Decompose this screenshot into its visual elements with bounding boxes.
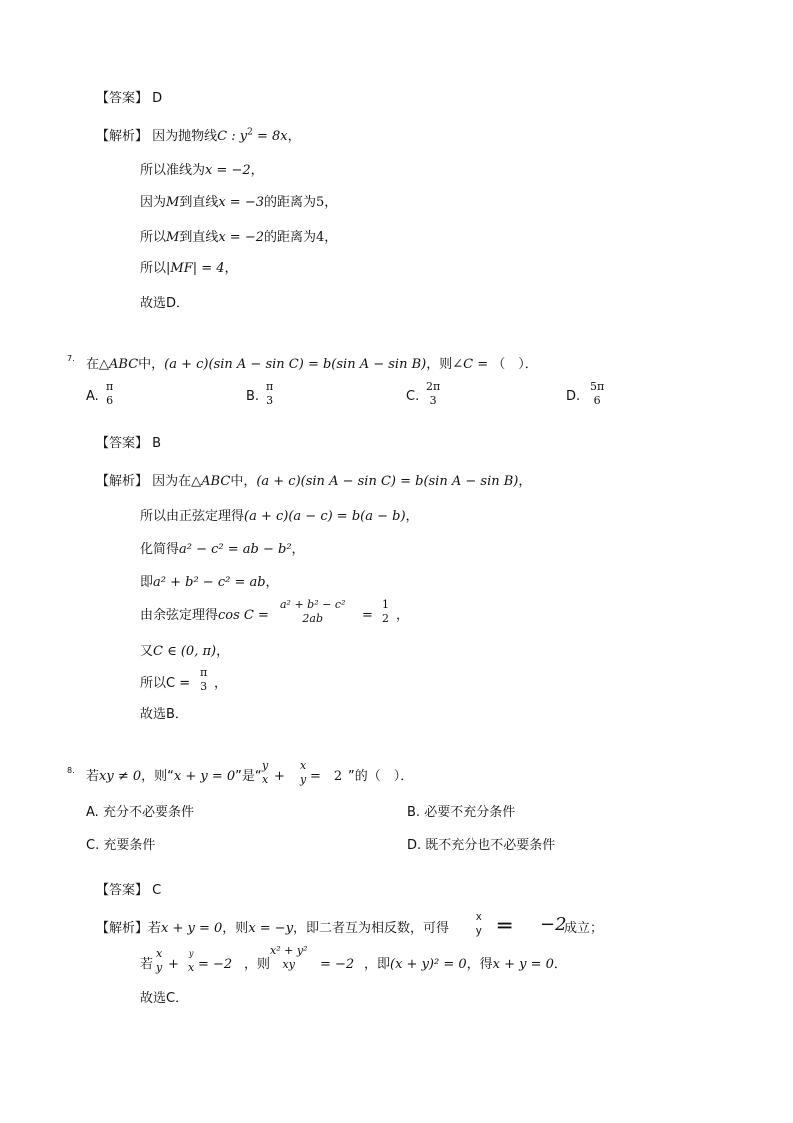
fraction — [156, 947, 162, 975]
text: 的距离为 — [264, 230, 317, 245]
math: = — [362, 608, 373, 623]
text: ，则 — [222, 921, 249, 936]
math: = −2 — [320, 957, 355, 972]
q7-option-c[interactable] — [406, 380, 441, 414]
answer-value: D — [152, 91, 163, 106]
text: ， — [287, 129, 301, 144]
text: ，则 — [426, 357, 453, 372]
denominator: x — [262, 773, 269, 786]
math: a² + b² − c² = ab — [153, 575, 266, 590]
q8-analysis-line-3 — [140, 990, 188, 1008]
denominator: 3 — [266, 394, 274, 407]
denominator: x — [188, 961, 195, 974]
q7-analysis-line-8 — [140, 706, 188, 724]
text: ， — [518, 474, 532, 489]
q7-answer — [96, 435, 161, 453]
question-number: 7. — [67, 354, 75, 363]
text-group — [86, 768, 262, 786]
text: ，得 — [466, 957, 493, 972]
denominator: 2ab — [302, 612, 324, 625]
text: 若 — [148, 921, 162, 936]
fraction — [382, 598, 389, 626]
text: 故选C． — [140, 991, 189, 1006]
q7-analysis-line-2 — [140, 508, 419, 526]
q7-option-a[interactable] — [86, 380, 114, 414]
math: (a + c)(sin A − sin C) = b(sin A − sin B) — [164, 357, 427, 372]
math: △ABC — [191, 474, 231, 489]
fraction — [270, 944, 307, 972]
option-label: A. — [86, 389, 99, 404]
q6-analysis-line-3 — [140, 194, 337, 212]
text: 又 — [140, 644, 154, 659]
text: 所以C = — [140, 676, 191, 691]
text-group — [140, 607, 269, 625]
numerator: y — [262, 759, 269, 772]
option-label: C. — [406, 389, 420, 404]
q6-answer — [96, 90, 162, 108]
math: ∠C = — [452, 357, 493, 372]
denominator: xy — [282, 958, 295, 971]
numerator: a² + b² − c² — [280, 598, 346, 611]
denominator: 3 — [200, 680, 208, 693]
text: 故选B． — [140, 707, 188, 722]
numerator: y — [188, 949, 194, 958]
fraction — [200, 666, 207, 694]
text: 所以由正弦定理得 — [140, 509, 245, 524]
q6-analysis-line-5 — [140, 260, 238, 278]
option-text: 充要条件 — [103, 838, 156, 853]
text: ，则 — [244, 957, 271, 972]
q6-analysis-line-1 — [96, 128, 301, 146]
analysis-label: 【解析】 — [96, 474, 149, 489]
text: ”是“ — [235, 769, 262, 784]
text: 所以 — [140, 261, 167, 276]
text: 即 — [140, 575, 154, 590]
option-fraction — [266, 380, 273, 408]
text: ， — [324, 230, 338, 245]
option-text: 既不充分也不必要条件 — [425, 838, 556, 853]
text: 中， — [230, 474, 257, 489]
fraction — [476, 910, 482, 938]
denominator: 6 — [106, 394, 114, 407]
text: 到直线 — [179, 195, 219, 210]
text: ， — [405, 509, 419, 524]
math: = 2 — [310, 769, 343, 784]
numerator: 2π — [426, 380, 441, 393]
text: ， — [224, 261, 238, 276]
denominator: 6 — [593, 394, 601, 407]
math: a² − c² = ab − b² — [179, 542, 292, 557]
option-label: A. — [86, 805, 99, 820]
q8-option-b[interactable] — [407, 804, 515, 822]
q8-option-d[interactable] — [407, 837, 555, 855]
denominator: y — [156, 961, 163, 974]
fraction — [300, 759, 306, 787]
math: x = −2 — [205, 163, 251, 178]
text: ，即 — [364, 957, 391, 972]
answer-label: 【答案】 — [96, 883, 149, 898]
math: = −2 — [198, 957, 233, 972]
option-text: 充分不必要条件 — [102, 805, 194, 820]
q6-analysis-line-4 — [140, 229, 337, 247]
answer-value: B — [152, 436, 162, 451]
text: 化简得 — [140, 542, 180, 557]
math: (a + c)(sin A − sin C) = b(sin A − sin B) — [256, 474, 519, 489]
math: M — [166, 195, 180, 210]
option-label: B. — [246, 389, 260, 404]
text: 若 — [86, 769, 100, 784]
option-text: 必要不充分条件 — [424, 805, 516, 820]
answer-label: 【答案】 — [96, 436, 149, 451]
numerator: x — [300, 759, 307, 772]
denominator: y — [300, 773, 307, 786]
numerator: π — [200, 666, 208, 679]
math: △ABC — [99, 357, 139, 372]
denominator: y — [476, 925, 482, 937]
math: (a + c)(a − c) = b(a − b) — [244, 509, 406, 524]
option-label: C. — [86, 838, 100, 853]
analysis-label: 【解析】 — [96, 129, 149, 144]
text: 因为抛物线 — [152, 129, 218, 144]
math: xy ≠ 0 — [99, 769, 142, 784]
math: C : y — [217, 129, 248, 144]
text: ． — [553, 957, 567, 972]
text: 所以 — [140, 230, 167, 245]
q7-analysis-line-1 — [96, 473, 531, 491]
text: 由余弦定理得 — [140, 608, 219, 623]
q7-analysis-line-6 — [140, 643, 229, 661]
q7-option-b[interactable] — [246, 380, 274, 414]
q8-answer — [96, 882, 161, 900]
text: 若 — [140, 957, 154, 972]
numerator: x — [156, 947, 163, 960]
math: (x + y)² = 0 — [390, 957, 467, 972]
text: 所以准线为 — [140, 163, 206, 178]
math: + — [274, 769, 285, 784]
text: ， — [214, 676, 228, 691]
q8-option-c[interactable] — [86, 837, 155, 855]
option-fraction — [590, 380, 604, 408]
q7-analysis-line-3 — [140, 541, 305, 559]
math: −2 — [540, 914, 567, 935]
text: ， — [265, 575, 279, 590]
numerator: π — [106, 380, 114, 393]
math: x + y = 0 — [161, 921, 223, 936]
option-label: D. — [566, 389, 581, 404]
q6-analysis-line-2 — [140, 162, 264, 180]
math: + — [168, 957, 179, 972]
math: M — [166, 230, 180, 245]
text: 在 — [86, 357, 100, 372]
text: 因为在 — [152, 474, 192, 489]
text: 的距离为 — [264, 195, 317, 210]
fraction — [188, 947, 194, 975]
text: ，即二者互为相反数，可得 — [293, 921, 450, 936]
text: 到直线 — [179, 230, 219, 245]
text-group — [364, 956, 567, 974]
numerator: 1 — [382, 598, 389, 611]
question-number: 8. — [67, 766, 75, 775]
answer-label: 【答案】 — [96, 91, 149, 106]
option-fraction — [106, 380, 113, 408]
analysis-label: 【解析】 — [96, 921, 149, 936]
text: ，则“ — [141, 769, 174, 784]
math: |MF| = 4 — [166, 261, 225, 276]
text: ， — [291, 542, 305, 557]
math: 4 — [316, 230, 325, 245]
math: C ∈ (0, π) — [153, 644, 217, 659]
text-group — [96, 920, 449, 938]
option-label: B. — [407, 805, 421, 820]
q6-analysis-line-6 — [140, 295, 189, 313]
numerator: π — [266, 380, 274, 393]
text: 因为 — [140, 195, 167, 210]
text: 中， — [138, 357, 165, 372]
denominator: 3 — [429, 394, 437, 407]
option-label: D. — [407, 838, 422, 853]
q7-stem — [86, 356, 538, 374]
q8-option-a[interactable] — [86, 804, 194, 822]
denominator: 2 — [382, 612, 389, 625]
math: x = −3 — [218, 195, 264, 210]
q7-option-d[interactable] — [566, 380, 605, 414]
fraction — [280, 598, 345, 626]
q7-analysis-line-4 — [140, 574, 279, 592]
text: ， — [396, 608, 410, 623]
math: = 8x — [252, 129, 288, 144]
math: x + y = 0 — [492, 957, 554, 972]
text: 成立； — [564, 921, 604, 936]
math: x + y = 0 — [173, 769, 236, 784]
text: 故选D． — [140, 296, 190, 311]
math-sup: 2 — [247, 127, 253, 138]
text: ”的（ ）． — [348, 769, 414, 784]
math: ═ — [498, 914, 512, 939]
answer-value: C — [152, 883, 162, 898]
text: ， — [216, 644, 230, 659]
math: 5 — [316, 195, 325, 210]
numerator: 5π — [590, 380, 605, 393]
text: ， — [250, 163, 264, 178]
math: x = −2 — [218, 230, 264, 245]
fraction — [262, 759, 268, 787]
option-fraction — [426, 380, 440, 408]
numerator: x² + y² — [270, 944, 308, 957]
math: cos C = — [218, 608, 269, 623]
math: x = −y — [248, 921, 294, 936]
text: （ ）． — [492, 357, 538, 372]
text: ， — [324, 195, 338, 210]
numerator: x — [476, 911, 482, 923]
